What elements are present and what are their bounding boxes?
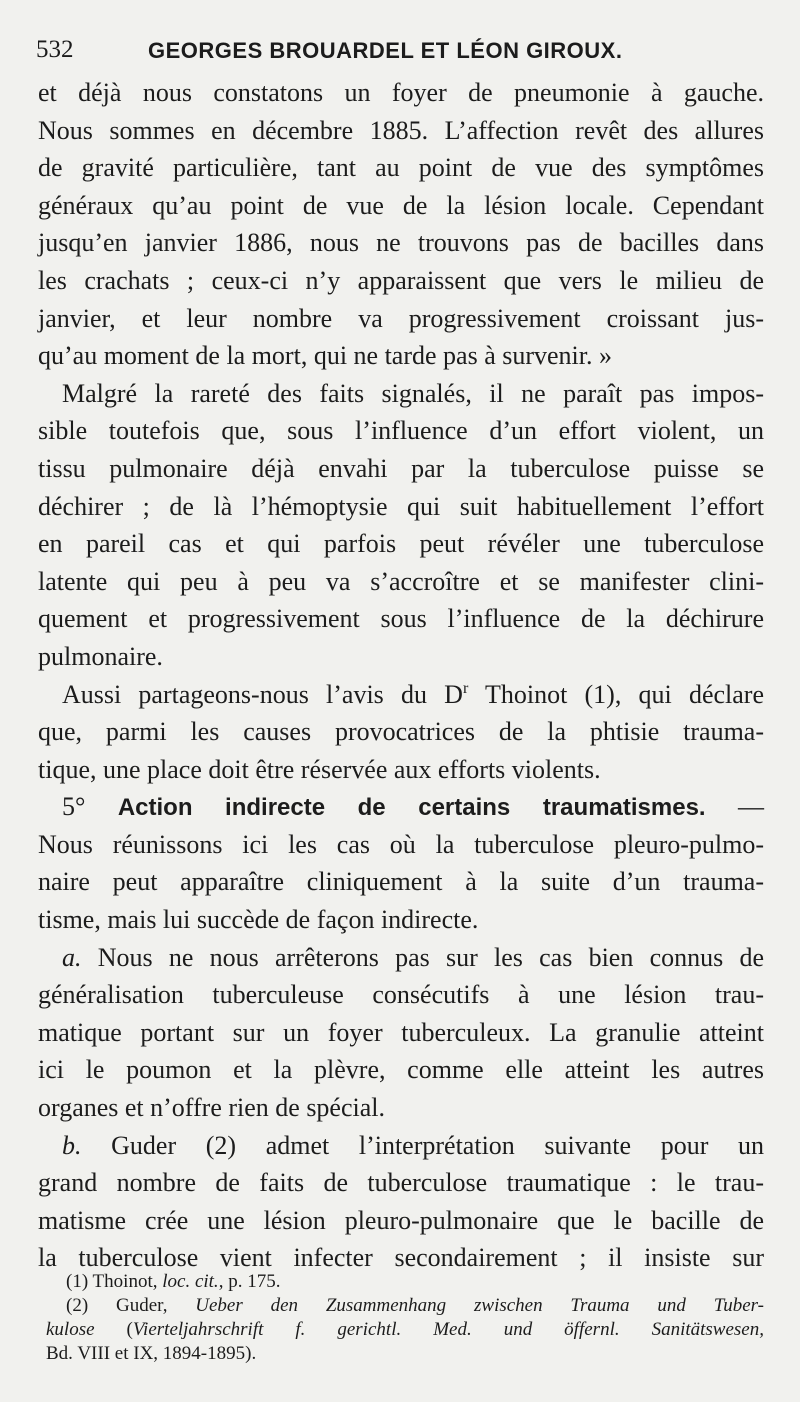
- text-line: déchirer ; de là l’hémoptysie qui suit habituellement l’effort: [38, 491, 764, 521]
- text-line: [38, 788, 764, 826]
- text-line: [38, 939, 764, 977]
- text-line: les crachats ; ceux-ci n’y apparaissent que vers le milieu de: [38, 265, 764, 295]
- text-line: matisme crée une lésion pleuro-pulmonaire que le bacille de: [38, 1205, 764, 1235]
- footnote-run: , p. 175.: [218, 1271, 281, 1292]
- text-line: Malgré la rareté des faits signalés, il ne paraît pas impos-: [62, 378, 764, 408]
- text-line: en pareil cas et qui parfois peut révéler une tuberculose: [38, 529, 764, 559]
- section-heading: Action indirecte de certains traumatismes.: [117, 794, 706, 822]
- text-line: généralisation tuberculeuse consécutifs à une lésion trau-: [38, 980, 764, 1010]
- text-run: Nous ne nous arrêterons pas sur les cas bien connus de: [81, 942, 764, 972]
- text-line: la tuberculose vient infecter secondairement ; il insiste sur: [38, 1243, 764, 1273]
- text-line: généraux qu’au point de vue de la lésion locale. Cependant: [38, 190, 764, 220]
- text-line: [38, 1127, 764, 1165]
- text-line: que, parmi les causes provocatrices de la phtisie trauma-: [38, 717, 764, 747]
- footnote-line: [46, 1342, 764, 1366]
- text-line: et déjà nous constatons un foyer de pneumonie à gauche.: [38, 78, 764, 107]
- text-line: naire peut apparaître cliniquement à la suite d’un trauma-: [38, 867, 764, 897]
- text-run: Thoinot (1), qui déclare: [468, 679, 764, 709]
- footnote-run: kulose: [46, 1319, 95, 1340]
- text-line: [38, 676, 764, 714]
- text-line: janvier, et leur nombre va progressivement croissant jus-: [38, 303, 764, 333]
- text-line: Nous sommes en décembre 1885. L’affection revêt des allures: [38, 115, 764, 145]
- text-line: organes et n’offre rien de spécial.: [38, 1093, 386, 1123]
- text-run: —: [705, 792, 764, 822]
- footnote-line: [46, 1270, 764, 1294]
- footnote-run: (1) Thoinot,: [66, 1271, 163, 1292]
- list-marker: a.: [62, 942, 82, 972]
- text-line: matique portant sur un foyer tuberculeux. La granulie atteint: [38, 1017, 764, 1047]
- text-run: Guder (2) admet l’interprétation suivante pour un: [81, 1130, 764, 1160]
- text-line: jusqu’en janvier 1886, nous ne trouvons pas de bacilles dans: [38, 228, 764, 258]
- text-run: 5°: [62, 792, 118, 822]
- text-line: pulmonaire.: [38, 641, 163, 671]
- text-line: tique, une place doit être réservée aux efforts violents.: [38, 754, 601, 784]
- text-line: tisme, mais lui succède de façon indirecte.: [38, 905, 479, 935]
- footnote-run: Vierteljahrschrift f. gerichtl. Med. und öffernl. Sanitätswesen,: [132, 1319, 764, 1340]
- footnote-run: (2) Guder,: [66, 1295, 196, 1316]
- page-number: 532: [36, 36, 74, 63]
- footnote-run: Bd. VIII et IX, 1894-1895).: [46, 1343, 257, 1364]
- footnote-run: Ueber den Zusammenhang zwischen Trauma und Tuber-: [195, 1295, 764, 1316]
- text-line: latente qui peu à peu va s’accroître et se manifester clini-: [38, 566, 764, 596]
- text-run: Aussi partageons-nous l’avis du D: [62, 679, 463, 709]
- superscript: r: [462, 679, 469, 697]
- text-line: ici le poumon et la plèvre, comme elle atteint les autres: [38, 1055, 764, 1085]
- footnote-run: loc. cit.: [162, 1271, 219, 1292]
- page-header: [36, 36, 760, 66]
- text-line: quement et progressivement sous l’influence de la déchirure: [38, 604, 764, 634]
- text-line: grand nombre de faits de tuberculose traumatique : le trau-: [38, 1168, 764, 1198]
- text-line: Nous réunissons ici les cas où la tuberculose pleuro-pulmo-: [38, 829, 764, 859]
- list-marker: b.: [62, 1130, 82, 1160]
- footnote-line: [46, 1294, 764, 1318]
- body-text: [38, 74, 764, 1277]
- text-line: tissu pulmonaire déjà envahi par la tuberculose puisse se: [38, 453, 764, 483]
- text-line: sible toutefois que, sous l’influence d’un effort violent, un: [38, 416, 764, 446]
- footnote-line: [46, 1318, 764, 1342]
- running-head: GEORGES BROUARDEL ET LÉON GIROUX.: [148, 38, 623, 63]
- text-line: de gravité particulière, tant au point de vue des symptômes: [38, 153, 764, 183]
- text-line: qu’au moment de la mort, qui ne tarde pas à survenir. »: [38, 341, 613, 371]
- footnote-run: (: [94, 1319, 133, 1340]
- footnotes: [46, 1270, 764, 1366]
